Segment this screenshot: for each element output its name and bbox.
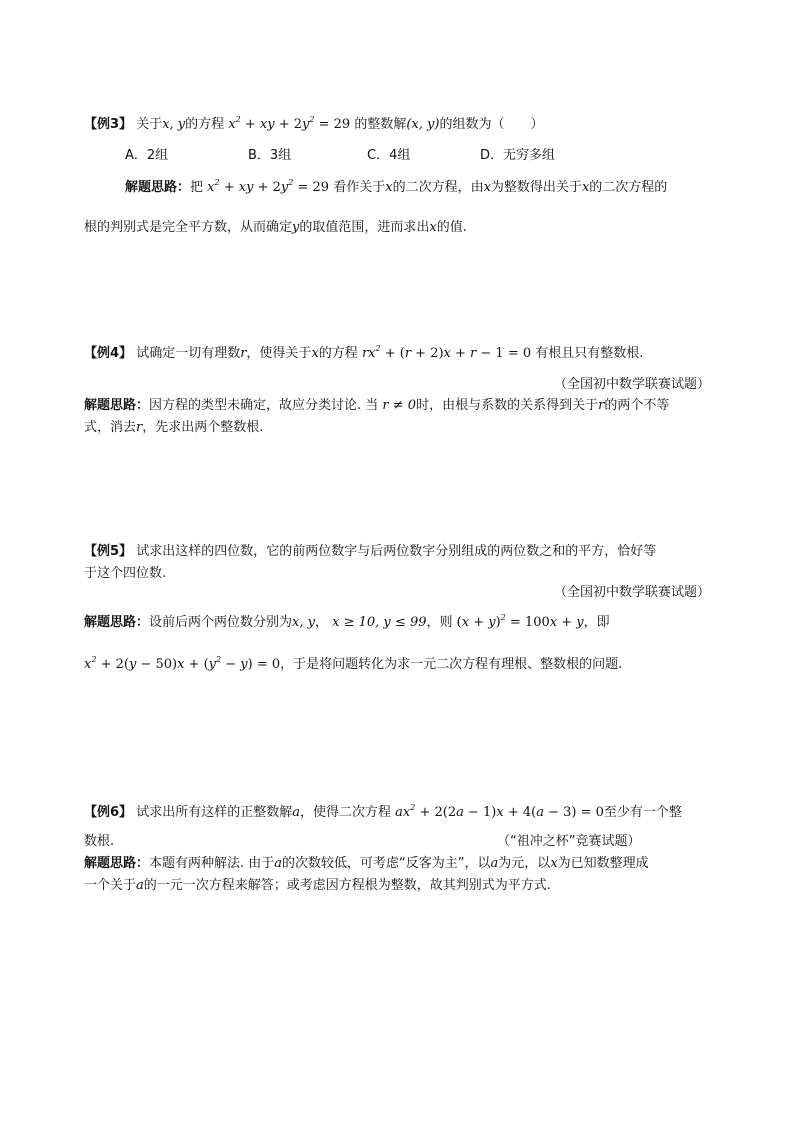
text: 的二次方程，由 xyxy=(392,180,484,195)
example-5-question-line-1 xyxy=(84,543,656,561)
hint-label: 解题思路： xyxy=(84,615,150,630)
math: x xyxy=(429,220,437,235)
math: x xyxy=(581,180,590,195)
math: r xyxy=(136,420,143,435)
example-3-hint-line-1 xyxy=(125,179,667,197)
math: x xyxy=(385,180,393,195)
option-c: C．4组 xyxy=(367,148,411,163)
hint-label: 解题思路： xyxy=(84,398,150,413)
equation: $x^2$ + xy + $2y^2 = 29$ xyxy=(228,115,351,132)
math: x xyxy=(550,856,558,871)
math: a xyxy=(274,856,283,871)
example-3-question xyxy=(84,116,543,134)
text: 时，由根与系数的关系得到关于 xyxy=(416,398,599,413)
text: 关于 xyxy=(136,117,163,132)
example-6-question-line-1 xyxy=(84,804,682,822)
example-6-tag: 【例6】 xyxy=(84,805,133,820)
option-a: A．2组 xyxy=(125,148,169,163)
equation: $rx^2 + (r + 2)x + r - 1 = 0$ xyxy=(361,344,532,361)
text: 的次数较低，可考虑“反客为主”，以 xyxy=(282,856,491,871)
option-d: D．无穷多组 xyxy=(480,148,556,163)
example-4-hint-line-2 xyxy=(84,419,263,437)
math: r xyxy=(240,346,247,361)
equation: $ax^2 + 2(2a - 1)x + 4(a - 3) = 0$ xyxy=(395,803,604,820)
text: 本题有两种解法. 由于 xyxy=(149,856,275,871)
math: (x, y) xyxy=(406,117,440,132)
text: 为元，以 xyxy=(498,856,551,871)
example-5-tag: 【例5】 xyxy=(84,544,133,559)
text: ，则 xyxy=(426,615,453,630)
option-b: B．3组 xyxy=(248,148,292,163)
example-6-question-line-2: 数根. xyxy=(84,834,115,849)
text: 至少有一个整 xyxy=(603,805,682,820)
text: 根的判别式是完全平方数，从而确定 xyxy=(84,220,293,235)
math: y xyxy=(292,220,300,235)
text: 为整数得出关于 xyxy=(490,180,582,195)
example-4-question xyxy=(84,345,643,363)
text: 的方程 xyxy=(185,117,225,132)
math: a xyxy=(490,856,499,871)
hint-label: 解题思路： xyxy=(125,180,191,195)
example-5-source: （全国初中数学联赛试题） xyxy=(553,585,710,600)
equation: $(x + y)^2 = 100x + y$ xyxy=(456,613,584,630)
text: 的两个不等 xyxy=(604,398,670,413)
text: ，于是将问题转化为求一元二次方程有理根、整数根的问题. xyxy=(280,657,623,672)
example-4-tag: 【例4】 xyxy=(84,346,133,361)
math: x, y xyxy=(292,615,315,630)
equation: $x^2 + 2(y - 50)x + (y^2 - y) = 0$ xyxy=(84,655,281,672)
text: 的一元一次方程来解答；或考虑因方程根为整数，故其判别式为平方式. xyxy=(143,878,551,893)
text: 试确定一切有理数 xyxy=(136,346,241,361)
text: 设前后两个两位数分别为 xyxy=(149,615,293,630)
text: 试求出所有这样的正整数解 xyxy=(136,805,293,820)
text: ，先求出两个整数根. xyxy=(142,420,264,435)
example-4-source: （全国初中数学联赛试题） xyxy=(553,377,710,392)
text: 式，消去 xyxy=(84,420,137,435)
text: ，即 xyxy=(583,615,610,630)
example-5-question-line-2: 于这个四位数. xyxy=(84,566,167,581)
math: r ≠ 0 xyxy=(382,398,417,413)
example-3-tag: 【例3】 xyxy=(84,117,133,132)
math: a xyxy=(136,878,144,893)
example-5-hint-line-2 xyxy=(84,656,622,674)
text: 把 xyxy=(190,180,204,195)
math: a xyxy=(292,805,300,820)
math: x xyxy=(311,346,319,361)
example-6-source: （“祖冲之杯”竞赛试题） xyxy=(497,834,641,849)
text: 的值. xyxy=(436,220,467,235)
text: 试求出这样的四位数，它的前两位数字与后两位数字分别组成的两位数之和的平方，恰好等 xyxy=(136,544,657,559)
math: x ≥ 10, y ≤ 99 xyxy=(332,615,427,630)
example-5-hint-line-1 xyxy=(84,614,610,632)
equation: $x^2$ + xy + $2y^2 = 29$ xyxy=(207,178,330,195)
text: 有根且只有整数根. xyxy=(535,346,644,361)
text: 的组数为（ ） xyxy=(439,117,544,132)
text: 因方程的类型未确定，故应分类讨论. 当 xyxy=(149,398,379,413)
text: 的二次方程的 xyxy=(589,180,668,195)
example-6-hint-line-1 xyxy=(84,855,649,873)
text: 一个关于 xyxy=(84,878,137,893)
math: r xyxy=(598,398,605,413)
math: x, y xyxy=(162,117,186,132)
text: 的整数解 xyxy=(354,117,407,132)
example-4-hint-line-1 xyxy=(84,397,669,415)
example-3-hint-line-2 xyxy=(84,219,467,237)
text: 看作关于 xyxy=(333,180,386,195)
hint-label: 解题思路： xyxy=(84,856,150,871)
math: x xyxy=(483,180,491,195)
text: ，使得关于 xyxy=(246,346,312,361)
text: ， xyxy=(314,615,328,630)
text: 的方程 xyxy=(318,346,358,361)
text: 的取值范围，进而求出 xyxy=(299,220,430,235)
text: 为已知数整理成 xyxy=(557,856,649,871)
example-6-hint-line-2 xyxy=(84,877,551,895)
text: ，使得二次方程 xyxy=(299,805,391,820)
